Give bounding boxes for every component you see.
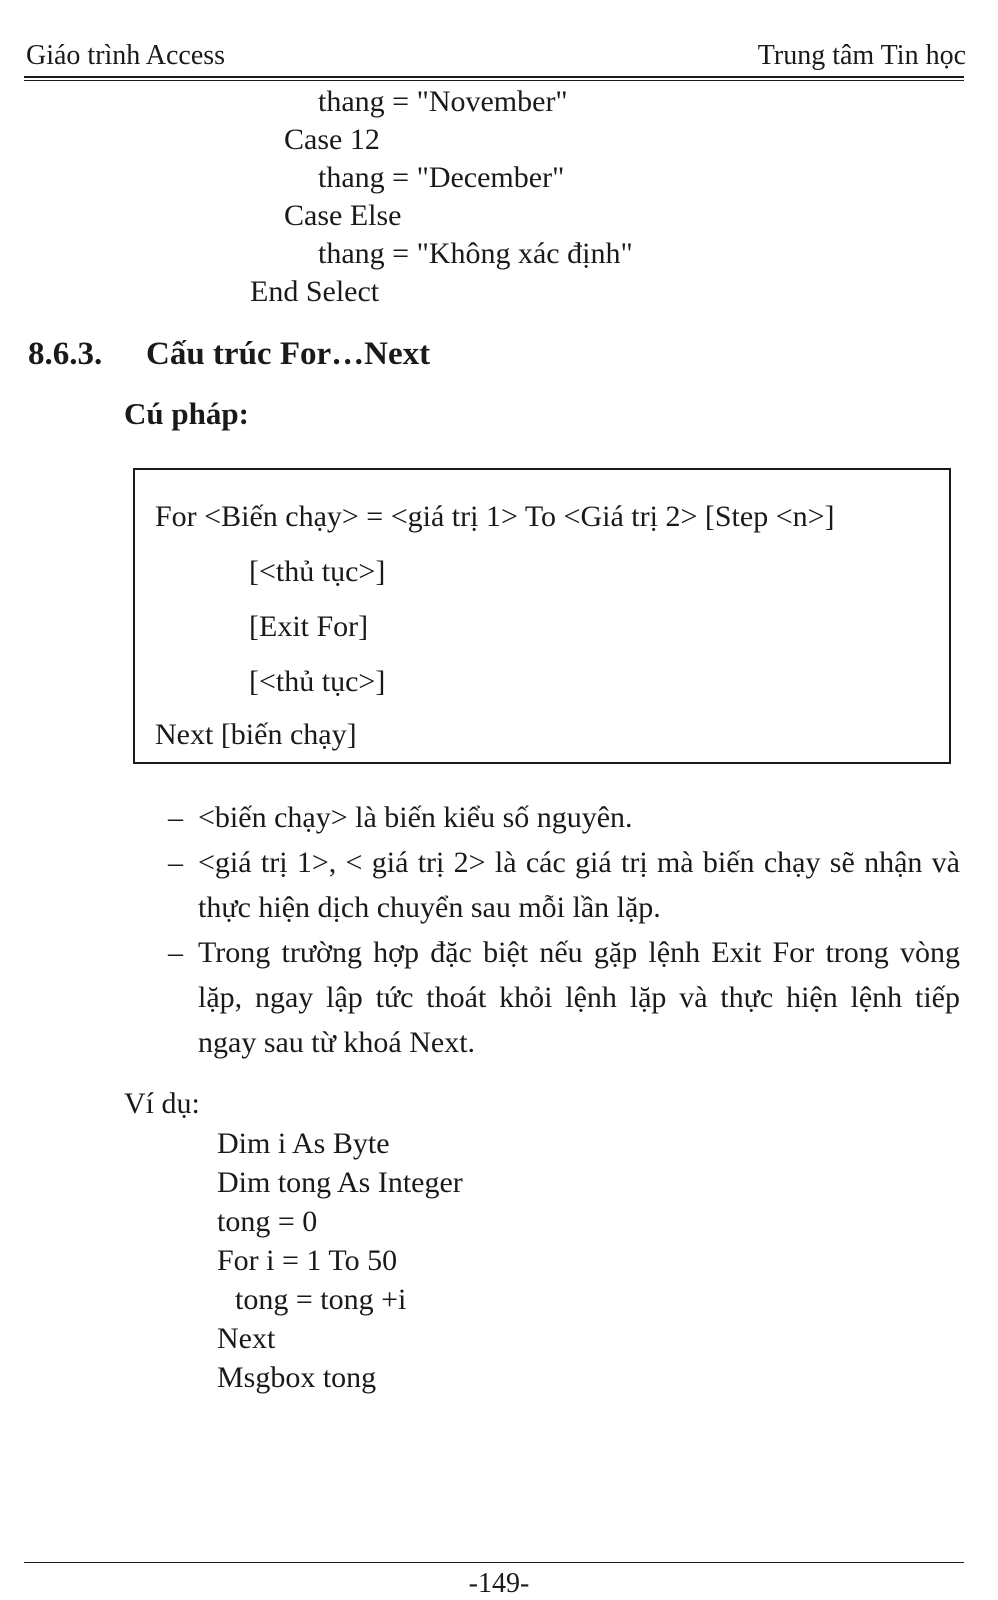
header-rule-top <box>24 76 964 78</box>
header-left: Giáo trình Access <box>26 40 226 71</box>
example-line: Dim i As Byte <box>217 1127 390 1160</box>
footer-rule <box>24 1562 964 1563</box>
syntax-line: Next [biến chạy] <box>155 718 357 751</box>
bullet-text: Trong trường hợp đặc biệt nếu gặp lệnh Exit For trong vòng lặp, ngay lập tức thoát khỏi lệnh lặp và thực hiện lệnh tiếp ngay sau từ khoá Next. <box>198 936 960 1059</box>
page-number: -149- <box>468 1568 530 1599</box>
example-line: For i = 1 To 50 <box>217 1244 398 1277</box>
list-item <box>168 840 960 930</box>
example-label: Ví dụ: <box>124 1087 200 1120</box>
section-title: Cấu trúc For…Next <box>146 336 431 372</box>
example-line: tong = 0 <box>217 1205 318 1238</box>
section-number: 8.6.3. <box>28 336 103 372</box>
code-line: thang = "Không xác định" <box>318 237 633 270</box>
code-line: Case Else <box>284 199 402 232</box>
example-line: tong = tong +i <box>235 1283 407 1316</box>
code-line: Case 12 <box>284 123 380 156</box>
list-item <box>168 930 960 1065</box>
bullet-text: <giá trị 1>, < giá trị 2> là các giá trị mà biến chạy sẽ nhận và thực hiện dịch chuyển sau mỗi lần lặp. <box>198 846 960 924</box>
dash-marker: – <box>168 846 183 879</box>
syntax-line: [<thủ tục>] <box>249 555 386 588</box>
example-line: Msgbox tong <box>217 1361 377 1394</box>
example-line: Dim tong As Integer <box>217 1166 463 1199</box>
syntax-label: Cú pháp: <box>124 396 249 431</box>
list-item <box>168 795 960 840</box>
syntax-line: [Exit For] <box>249 610 369 643</box>
syntax-box <box>133 468 951 764</box>
syntax-line: For <Biến chạy> = <giá trị 1> To <Giá trị 2> [Step <n>] <box>155 500 835 533</box>
header-right: Trung tâm Tin học <box>757 40 966 71</box>
example-line: Next <box>217 1322 276 1355</box>
bullet-text: <biến chạy> là biến kiểu số nguyên. <box>198 801 633 834</box>
code-line: thang = "December" <box>318 161 565 194</box>
dash-marker: – <box>168 936 183 969</box>
code-line: thang = "November" <box>318 85 568 118</box>
syntax-line: [<thủ tục>] <box>249 665 386 698</box>
header-rule-bottom <box>24 80 964 81</box>
bullet-list <box>168 795 960 1065</box>
dash-marker: – <box>168 801 183 834</box>
code-line: End Select <box>250 275 380 308</box>
